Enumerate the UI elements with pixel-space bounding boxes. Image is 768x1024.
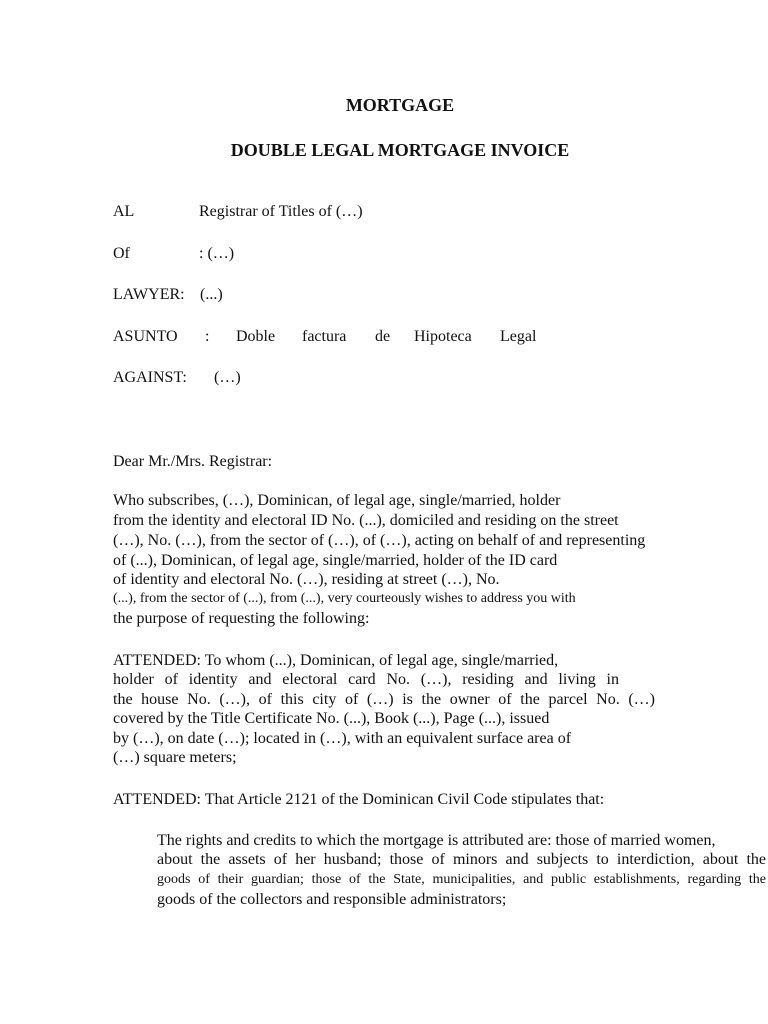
- field-label-al: AL: [113, 203, 135, 220]
- paragraph-line: of identity and electoral No. (…), residing at street (…), No.: [113, 571, 500, 588]
- field-value-asunto-word: Doble: [236, 328, 276, 345]
- paragraph-line: ATTENDED: To whom (...), Dominican, of legal age, single/married,: [113, 652, 559, 669]
- document-title: MORTGAGE: [345, 95, 455, 115]
- paragraph-line: covered by the Title Certificate No. (...), Book (...), Page (...), issued: [113, 710, 550, 727]
- field-value-al: Registrar of Titles of (…): [199, 203, 363, 220]
- paragraph-line: (...), from the sector of (...), from (...), very courteously wishes to address you with: [113, 591, 576, 606]
- paragraph-line: by (…), on date (…); located in (…), with an equivalent surface area of: [113, 730, 572, 747]
- paragraph-line: the purpose of requesting the following:: [113, 610, 370, 627]
- paragraph-attended-article: ATTENDED: That Article 2121 of the Dominican Civil Code stipulates that:: [113, 791, 605, 808]
- paragraph-line: the house No. (…), of this city of (…) is the owner of the parcel No. (…): [113, 691, 655, 708]
- salutation: Dear Mr./Mrs. Registrar:: [113, 453, 273, 470]
- field-label-asunto: ASUNTO: [113, 328, 178, 345]
- paragraph-line: (…), No. (…), from the sector of (…), of (…), acting on behalf of and representing: [113, 532, 646, 549]
- field-value-asunto-word: Hipoteca: [414, 328, 472, 345]
- paragraph-line: Who subscribes, (…), Dominican, of legal age, single/married, holder: [113, 492, 561, 509]
- field-value-against: (…): [214, 369, 241, 386]
- paragraph-line: of (...), Dominican, of legal age, single/married, holder of the ID card: [113, 552, 558, 569]
- field-value-lawyer: (...): [200, 286, 223, 303]
- field-label-against: AGAINST:: [113, 369, 187, 386]
- field-label-of: Of: [113, 245, 130, 262]
- field-value-asunto-word: Legal: [500, 328, 537, 345]
- document-subtitle: DOUBLE LEGAL MORTGAGE INVOICE: [230, 140, 570, 160]
- quote-line: goods of their guardian; those of the State, municipalities, and public establishments, regarding the: [157, 872, 766, 887]
- quote-line: goods of the collectors and responsible administrators;: [157, 891, 507, 908]
- field-label-lawyer: LAWYER:: [113, 286, 185, 303]
- field-value-asunto-word: :: [205, 328, 210, 345]
- quote-line: about the assets of her husband; those of minors and subjects to interdiction, about the: [157, 851, 766, 868]
- quote-line: The rights and credits to which the mortgage is attributed are: those of married women,: [157, 832, 716, 849]
- field-value-asunto-word: factura: [302, 328, 347, 345]
- field-value-of: : (…): [199, 245, 235, 262]
- field-value-asunto-word: de: [375, 328, 391, 345]
- paragraph-line: (…) square meters;: [113, 749, 237, 766]
- paragraph-line: holder of identity and electoral card No. (…), residing and living in: [113, 671, 619, 688]
- paragraph-line: from the identity and electoral ID No. (...), domiciled and residing on the street: [113, 512, 619, 529]
